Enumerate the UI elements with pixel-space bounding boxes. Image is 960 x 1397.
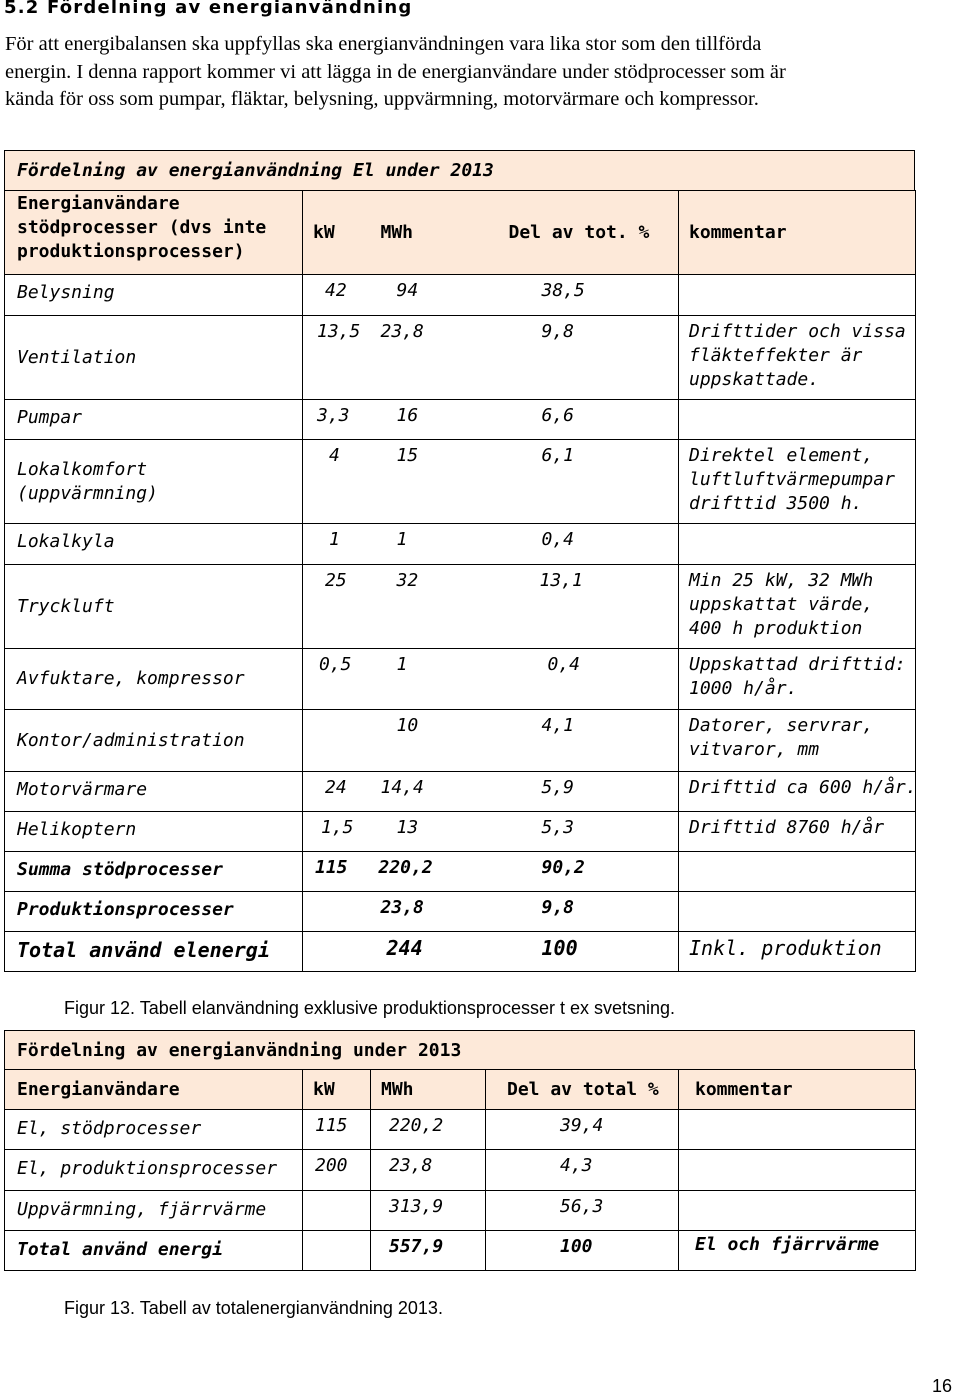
intro-line: kända för oss som pumpar, fläktar, belysning, uppvärmning, motorvärmare och kompressor. (5, 88, 759, 110)
header-line: produktionsprocesser) (17, 241, 245, 262)
cell-line: Tryckluft (17, 595, 115, 617)
table-row (5, 932, 916, 972)
table-row (5, 852, 916, 892)
table-row (5, 1110, 916, 1150)
figure12-caption: Figur 12. Tabell elanvändning exklusive produktionsprocesser t ex svetsning. (64, 998, 676, 1018)
cell-kw: 1,5 (303, 812, 371, 852)
cell-line: Drifttider och vissa (689, 321, 906, 342)
cell-kommentar (679, 400, 916, 440)
cell-kommentar: El och fjärrvärme (679, 1231, 916, 1271)
cell-mwh: 23,8 (371, 1150, 486, 1191)
table1-title: Fördelning av energianvändning El under 2013 (4, 150, 915, 190)
cell-mwh: 16 (371, 400, 476, 440)
cell-kommentar (679, 1150, 916, 1191)
cell-energianvandare (5, 316, 303, 400)
cell-kommentar (679, 812, 916, 852)
cell-energianvandare (5, 275, 303, 316)
cell-kw: 4 (303, 440, 371, 524)
cell-del: 39,4 (486, 1110, 679, 1150)
header-kw: kW (303, 191, 371, 275)
cell-del: 4,1 (476, 710, 679, 772)
cell-kw: 25 (303, 565, 371, 649)
table-row (5, 565, 916, 649)
table-row (5, 400, 916, 440)
cell-line: Belysning (17, 282, 115, 303)
intro-paragraph (5, 31, 955, 114)
cell-kw (303, 710, 371, 772)
cell-line: uppskattade. (689, 369, 820, 390)
header-kommentar: kommentar (679, 191, 916, 275)
cell-mwh: 94 (371, 275, 476, 316)
cell-kommentar (679, 565, 916, 649)
cell-kw: 0,5 (303, 649, 371, 710)
cell-kommentar (679, 892, 916, 932)
table-row (5, 275, 916, 316)
cell-line: Direktel element, (689, 445, 874, 466)
cell-del: 56,3 (486, 1191, 679, 1231)
cell-kommentar (679, 275, 916, 316)
cell-energianvandare (5, 812, 303, 852)
cell-energianvandare (5, 524, 303, 565)
cell-line: Lokalkomfort (17, 458, 148, 480)
cell-del: 0,4 (476, 524, 679, 565)
cell-mwh: 1 (371, 649, 476, 710)
table2-header-row (5, 1070, 916, 1110)
table1 (4, 190, 916, 972)
cell-energianvandare (5, 710, 303, 772)
page-number: 16 (931, 1376, 952, 1396)
header-line: stödprocesser (dvs inte (17, 217, 267, 238)
cell-line: Avfuktare, kompressor (17, 668, 245, 689)
cell-del: 100 (476, 932, 679, 972)
cell-kw: 115 (303, 852, 371, 892)
table-row (5, 772, 916, 812)
cell-kw (303, 892, 371, 932)
table2-title: Fördelning av energianvändning under 2013 (4, 1030, 915, 1069)
cell-energianvandare (5, 852, 303, 892)
cell-kommentar (679, 710, 916, 772)
cell-kw: 42 (303, 275, 371, 316)
table-row (5, 1150, 916, 1191)
cell-kw (303, 1231, 371, 1271)
cell-kw (303, 1191, 371, 1231)
cell-mwh: 13 (371, 812, 476, 852)
cell-line: Ventilation (17, 346, 137, 368)
figure13-caption: Figur 13. Tabell av totalenergianvändning 2013. (64, 1298, 443, 1318)
cell-kw: 3,3 (303, 400, 371, 440)
cell-del: 5,9 (476, 772, 679, 812)
cell-line: Summa stödprocesser (17, 859, 223, 880)
header-mwh: MWh (371, 1070, 486, 1110)
table2 (4, 1069, 916, 1271)
table-row (5, 440, 916, 524)
cell-line: Datorer, servrar, (689, 715, 874, 736)
table-row (5, 892, 916, 932)
cell-line: Drifttid ca 600 h/år. (689, 777, 917, 798)
cell-del: 100 (486, 1231, 679, 1271)
table-row (5, 1231, 916, 1271)
header-kw: kW (303, 1070, 371, 1110)
cell-kw: 13,5 (303, 316, 371, 400)
cell-energianvandare (5, 565, 303, 649)
table1-header-row (5, 191, 916, 275)
intro-line: För att energibalansen ska uppfyllas ska energianvändningen vara lika stor som den tillförda (5, 33, 762, 55)
cell-kommentar (679, 932, 916, 972)
cell-mwh: 1 (371, 524, 476, 565)
cell-kommentar (679, 852, 916, 892)
cell-del: 9,8 (476, 316, 679, 400)
cell-energianvandare (5, 440, 303, 524)
header-line: Energianvändare (17, 193, 180, 214)
cell-kw: 200 (303, 1150, 371, 1191)
table-row (5, 316, 916, 400)
cell-line: Uppskattad drifttid: (689, 654, 906, 675)
cell-kommentar (679, 649, 916, 710)
cell-line: Min 25 kW, 32 MWh (689, 570, 874, 591)
cell-kommentar (679, 772, 916, 812)
cell-mwh: 15 (371, 440, 476, 524)
cell-kw: 24 (303, 772, 371, 812)
cell-line: Produktionsprocesser (17, 899, 234, 920)
header-mwh: MWh (371, 191, 476, 275)
cell-mwh: 220,2 (371, 1110, 486, 1150)
cell-energianvandare (5, 892, 303, 932)
cell-mwh: 244 (371, 932, 476, 972)
cell-del: 5,3 (476, 812, 679, 852)
cell-del: 90,2 (476, 852, 679, 892)
cell-line: luftluftvärmepumpar (689, 469, 895, 490)
cell-energianvandare: El, produktionsprocesser (5, 1150, 303, 1191)
cell-energianvandare (5, 649, 303, 710)
cell-line: 400 h produktion (689, 618, 863, 639)
cell-energianvandare (5, 772, 303, 812)
table-row (5, 524, 916, 565)
table-row (5, 649, 916, 710)
cell-mwh: 313,9 (371, 1191, 486, 1231)
cell-mwh: 23,8 (371, 316, 476, 400)
table-row (5, 812, 916, 852)
cell-kommentar (679, 524, 916, 565)
cell-kommentar (679, 1191, 916, 1231)
header-kommentar: kommentar (679, 1070, 916, 1110)
cell-line: Lokalkyla (17, 531, 115, 552)
cell-energianvandare: Total använd energi (5, 1231, 303, 1271)
cell-line: Drifttid 8760 h/år (689, 817, 885, 838)
cell-del: 9,8 (476, 892, 679, 932)
cell-mwh: 557,9 (371, 1231, 486, 1271)
section-heading: 5.2 Fördelning av energianvändning (4, 0, 413, 18)
cell-line: Kontor/administration (17, 729, 245, 751)
cell-energianvandare: El, stödprocesser (5, 1110, 303, 1150)
cell-energianvandare (5, 400, 303, 440)
cell-kw: 1 (303, 524, 371, 565)
intro-line: energin. I denna rapport kommer vi att lägga in de energianvändare under stödprocesser som är (5, 60, 786, 83)
table-row (5, 710, 916, 772)
cell-mwh: 23,8 (371, 892, 476, 932)
cell-kommentar (679, 316, 916, 400)
cell-mwh: 10 (371, 710, 476, 772)
cell-line: Inkl. produktion (689, 936, 882, 960)
cell-line: 1000 h/år. (689, 678, 798, 699)
cell-del: 6,1 (476, 440, 679, 524)
cell-mwh: 14,4 (371, 772, 476, 812)
cell-line: Helikoptern (17, 819, 137, 840)
header-energianvandare: Energianvändare (5, 1070, 303, 1110)
cell-line: uppskattat värde, (689, 594, 874, 615)
cell-line: fläkteffekter är (689, 345, 863, 366)
cell-del: 0,4 (476, 649, 679, 710)
header-del: Del av tot. % (476, 191, 679, 275)
table-row (5, 1191, 916, 1231)
cell-line: Pumpar (17, 407, 83, 428)
cell-mwh: 220,2 (371, 852, 476, 892)
cell-kommentar (679, 1110, 916, 1150)
cell-kommentar (679, 440, 916, 524)
cell-line: drifttid 3500 h. (689, 493, 863, 514)
cell-kw (303, 932, 371, 972)
cell-mwh: 32 (371, 565, 476, 649)
cell-del: 4,3 (486, 1150, 679, 1191)
cell-line: (uppvärmning) (17, 482, 158, 504)
cell-line: Total använd elenergi (17, 938, 270, 962)
cell-del: 38,5 (476, 275, 679, 316)
cell-line: vitvaror, mm (689, 739, 820, 760)
cell-energianvandare (5, 932, 303, 972)
header-del: Del av total % (486, 1070, 679, 1110)
cell-del: 13,1 (476, 565, 679, 649)
cell-line: Motorvärmare (17, 779, 148, 800)
header-energianvandare (5, 191, 303, 275)
cell-energianvandare: Uppvärmning, fjärrvärme (5, 1191, 303, 1231)
cell-kw: 115 (303, 1110, 371, 1150)
cell-del: 6,6 (476, 400, 679, 440)
